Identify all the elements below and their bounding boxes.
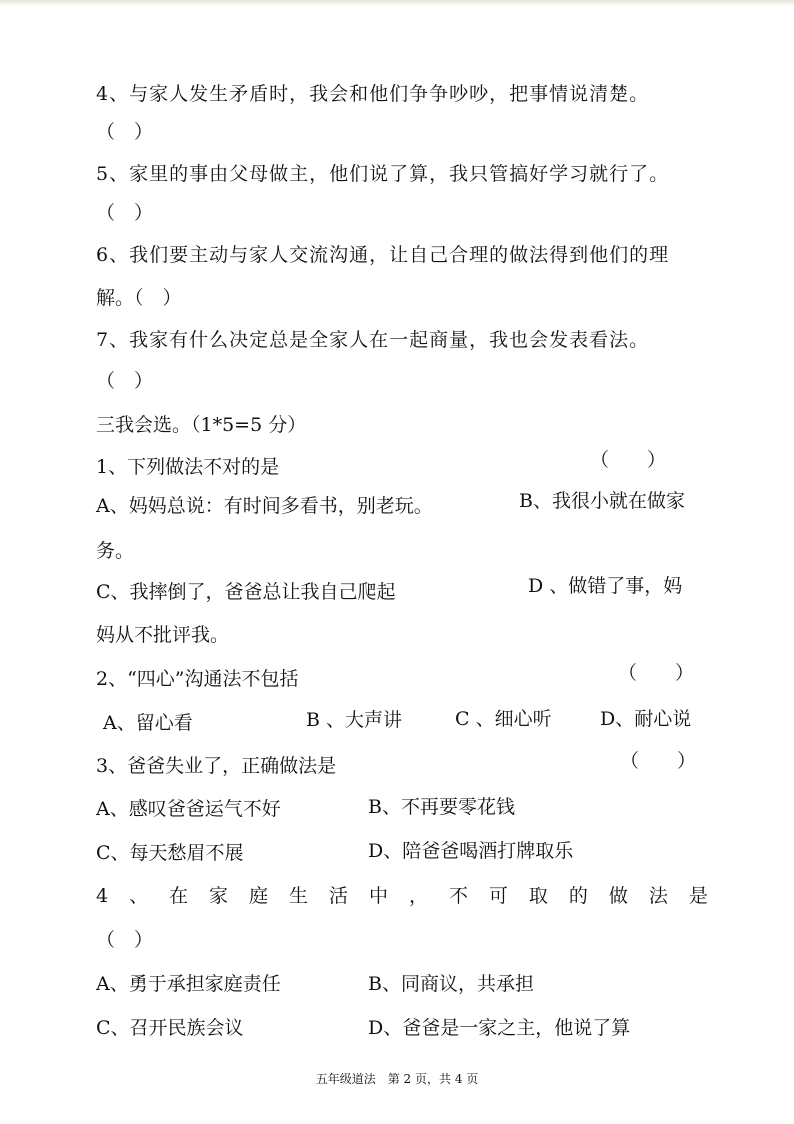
question-4-char: ， [408,885,428,907]
question-4-char: 可 [488,885,508,907]
question-4-char: 做 [608,885,628,907]
option-c[interactable]: C、每天愁眉不展 [96,842,244,864]
question-6-text: 6、我们要主动与家人交流沟通，让自己合理的做法得到他们的理 [96,244,670,266]
option-d[interactable]: D、陪爸爸喝酒打牌取乐 [368,840,574,862]
option-b[interactable]: B、同商议，共承担 [368,973,534,995]
option-a[interactable]: A、感叹爸爸运气不好 [96,798,281,820]
question-4-char: 、 [129,885,149,907]
answer-blank[interactable]: （ ） [96,202,154,224]
option-c[interactable]: C、我摔倒了，爸爸总让我自己爬起 [96,581,396,603]
option-d-continuation: 妈从不批评我。 [96,624,230,646]
option-b[interactable]: B、我很小就在做家 [519,490,685,512]
option-a[interactable]: A、留心看 [103,712,193,734]
answer-blank[interactable]: （ ） [590,449,667,471]
option-c[interactable]: C、召开民族会议 [96,1017,244,1039]
option-b[interactable]: B、不再要零花钱 [368,796,515,818]
choice-question-4 [96,884,708,908]
question-4-char: 生 [289,885,309,907]
question-4-char: 是 [688,885,708,907]
option-b-continuation: 务。 [96,540,135,562]
page-footer: 五年级道法 第 2 页，共 4 页 [315,1072,479,1086]
choice-question-1: 1、下列做法不对的是 [96,456,280,478]
question-4-char: 的 [568,885,588,907]
answer-blank[interactable]: （ ） [96,929,154,951]
question-4-char: 取 [528,885,548,907]
answer-blank[interactable]: （ ） [96,370,154,392]
question-4-char: 中 [368,885,388,907]
choice-question-2: 2、“四心”沟通法不包括 [96,668,299,690]
option-b[interactable]: B 、大声讲 [306,709,403,731]
question-4-text: 4、与家人发生矛盾时，我会和他们争争吵吵，把事情说清楚。 [96,83,650,105]
option-d[interactable]: D、耐心说 [600,708,692,730]
question-6-continuation: 解。（ ） [96,287,182,309]
question-4-char: 不 [448,885,468,907]
question-4-char: 4 [96,885,109,907]
answer-blank[interactable]: （ ） [96,121,154,143]
option-c[interactable]: C 、细心听 [455,708,552,730]
scan-edge [0,0,794,6]
option-d[interactable]: D 、做错了事，妈 [528,575,683,597]
option-a[interactable]: A、妈妈总说：有时间多看书，别老玩。 [96,495,433,517]
question-7-text: 7、我家有什么决定总是全家人在一起商量，我也会发表看法。 [96,329,650,351]
choice-question-3: 3、爸爸失业了，正确做法是 [96,755,337,777]
option-a[interactable]: A、勇于承担家庭责任 [96,973,281,995]
question-4-char: 法 [648,885,668,907]
question-4-char: 在 [169,885,189,907]
answer-blank[interactable]: （ ） [618,662,695,684]
question-4-char: 家 [209,885,229,907]
option-d[interactable]: D、爸爸是一家之主，他说了算 [368,1017,631,1039]
section-3-heading: 三我会选。（1*5=5 分） [96,414,307,436]
answer-blank[interactable]: （ ） [620,750,697,772]
question-5-text: 5、家里的事由父母做主，他们说了算，我只管搞好学习就行了。 [96,163,670,185]
question-4-char: 庭 [249,885,269,907]
question-4-char: 活 [328,885,348,907]
